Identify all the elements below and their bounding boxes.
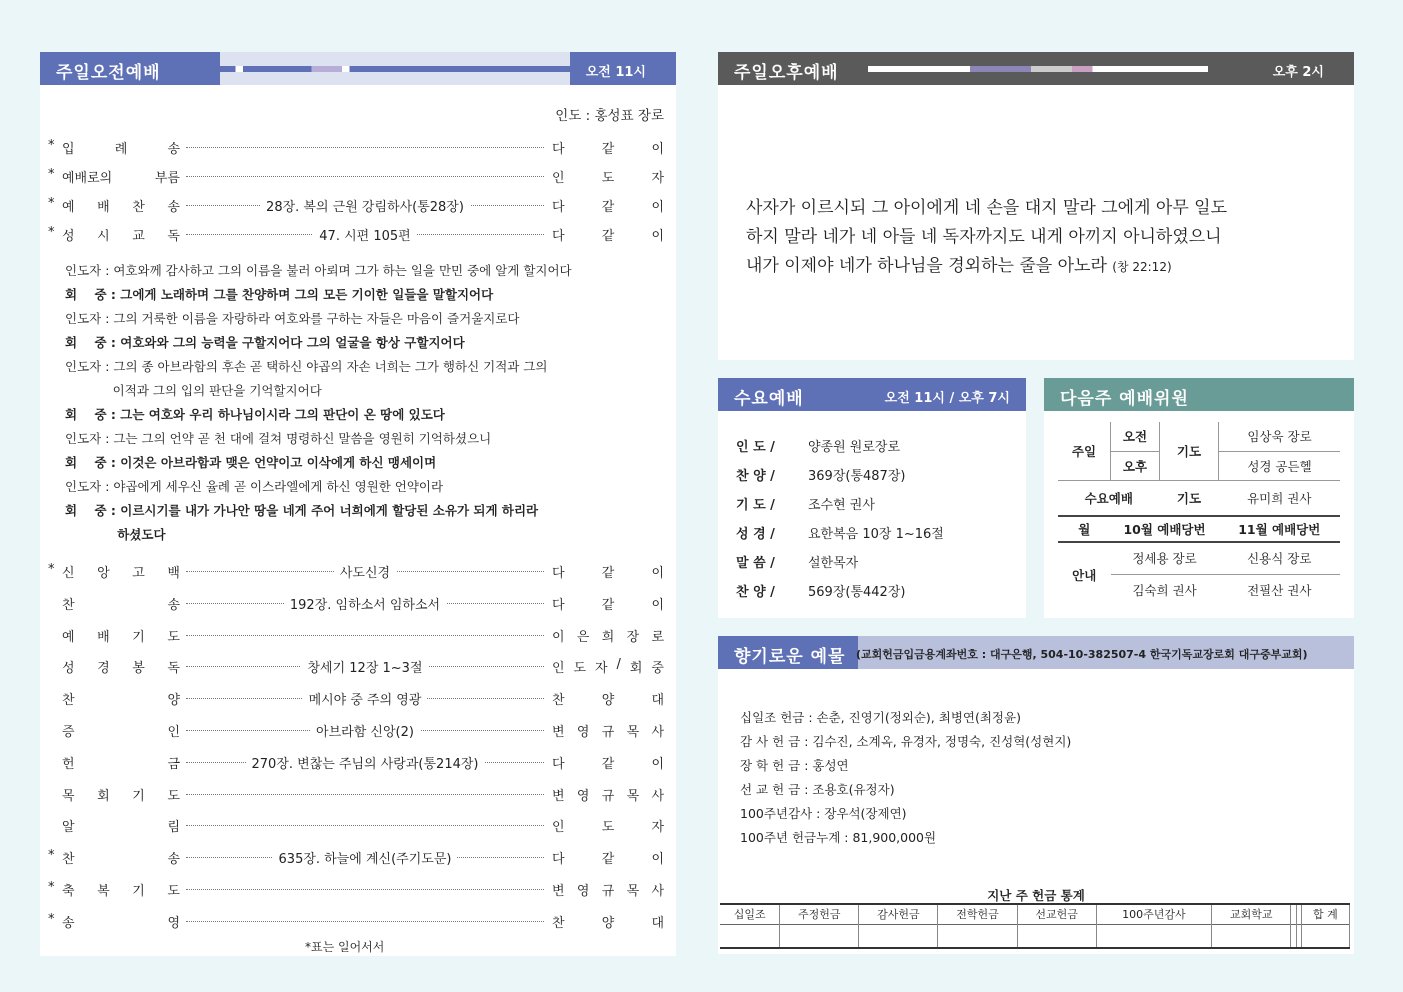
offering-line: 장 학 헌 금 : 홍성연 — [740, 758, 849, 773]
offering-list — [740, 706, 1071, 850]
stats-cell — [1017, 924, 1096, 948]
verse-line: 내가 이제야 네가 하나님을 경외하는 줄을 아노라 — [746, 256, 1107, 276]
afternoon-service-header — [718, 52, 1354, 85]
next-week-header — [1044, 378, 1354, 411]
order-item-content: 270장. 변찮는 주님의 사랑과(통214장) — [186, 753, 544, 772]
stats-column-header: 합 계 — [1301, 904, 1349, 924]
order-item-content: 28장. 복의 근원 강림하사(통28장) — [186, 196, 544, 215]
stats-title: 지난 주 헌금 통계 — [987, 888, 1085, 903]
order-item-presenter: 다 같 이 — [552, 756, 664, 772]
wednesday-service-header — [718, 378, 1026, 411]
responsive-line: 인도자 : 여호와께 감사하고 그의 이름을 불러 아뢰며 그가 하는 일을 만민 중에 알게 할지어다 — [65, 263, 572, 278]
offering-header — [718, 636, 1354, 669]
am-label: 오전 — [1111, 422, 1160, 451]
responsive-line: 하셨도다 — [65, 527, 166, 542]
order-item-content: 192장. 임하소서 임하소서 — [186, 594, 544, 613]
standing-mark: * — [48, 880, 55, 895]
stats-column-header: 주정헌금 — [780, 904, 859, 924]
morning-service-header — [40, 52, 676, 85]
verse-line: 사자가 이르시되 그 아이에게 네 손을 대지 말라 그에게 아무 일도 — [746, 198, 1228, 218]
order-item-presenter: 이 은 희 장 로 — [552, 629, 664, 645]
offering-line: 100주년 헌금누계 : 81,900,000원 — [740, 830, 937, 845]
standing-mark: * — [48, 196, 55, 211]
offering-account: (교회헌금입금용계좌번호 : 대구은행, 504-10-382507-4 한국기독교장로회 대구중부교회) — [856, 648, 1308, 661]
wednesday-row — [736, 494, 875, 513]
wednesday-row-value: 양종원 원로장로 — [808, 440, 901, 455]
sunday-label: 주일 — [1058, 422, 1111, 480]
october-usher-1: 정세용 장로 — [1111, 542, 1219, 574]
standing-mark: * — [48, 911, 55, 927]
stats-column-header: 100주년감사 — [1096, 904, 1212, 924]
order-item-name: 찬 양 — [62, 693, 180, 709]
standing-mark: * — [48, 562, 55, 577]
order-item-content: 아브라함 신앙(2) — [186, 721, 544, 740]
morning-leader: 인도 : 홍성표 장로 — [555, 108, 664, 124]
order-item — [48, 848, 664, 870]
wednesday-service-time: 오전 11시 / 오후 7시 — [884, 391, 1010, 406]
verse-line: 하지 말라 네가 네 아들 네 독자까지도 내게 아끼지 아니하였으니 — [746, 227, 1222, 247]
order-item-name: 입 례 송 — [62, 142, 180, 157]
month-label: 월 — [1058, 516, 1111, 542]
november-usher-1: 신용식 장로 — [1219, 542, 1341, 574]
wednesday-row-value: 369장(통487장) — [808, 469, 906, 484]
offering-title: 향기로운 예물 — [734, 647, 846, 667]
order-item — [48, 880, 664, 902]
order-item-presenter: 찬 양 대 — [552, 915, 664, 931]
wednesday-row-value: 설한목자 — [808, 556, 859, 571]
order-item-name: 예배로의 부름 — [62, 171, 180, 186]
wednesday-row-label: 성 경 / — [736, 527, 775, 542]
order-item-content: 47. 시편 105편 — [186, 225, 544, 244]
order-item-presenter: 변 영 규 목 사 — [552, 725, 664, 740]
order-item — [48, 657, 664, 679]
order-item-name: 예 배 기 도 — [62, 629, 180, 645]
offering-line: 100주년감사 : 장우석(장제연) — [740, 806, 907, 821]
order-item-presenter: 인 도 자 — [552, 171, 664, 186]
wednesday-row-label: 기 도 / — [736, 498, 775, 513]
dotted-leader — [186, 176, 544, 177]
next-week-table — [1058, 422, 1340, 606]
responsive-line: 인도자 : 그의 거룩한 이름을 자랑하라 여호와를 구하는 자들은 마음이 즐거울지로다 — [65, 311, 520, 326]
order-item-presenter: 인 도 자 / 회 중 — [552, 657, 664, 677]
order-item — [48, 753, 664, 775]
afternoon-verse — [746, 194, 1227, 282]
standing-mark: * — [48, 167, 55, 182]
order-item — [48, 138, 664, 160]
stats-column-header: 교회학교 — [1212, 904, 1291, 924]
stats-column-header: 선교헌금 — [1017, 904, 1096, 924]
stats-cell — [1301, 924, 1349, 948]
november-usher-2: 전필산 권사 — [1247, 583, 1312, 599]
order-item-presenter: 변 영 규 목 사 — [552, 788, 664, 804]
responsive-line: 회 중 : 그에게 노래하며 그를 찬양하며 그의 모든 기이한 일들을 말할지어다 — [65, 287, 494, 302]
order-item-name: 신 앙 고 백 — [62, 566, 180, 581]
order-item-name: 알 림 — [62, 820, 180, 836]
pm-label: 오후 — [1111, 451, 1160, 480]
wednesday-row-label: 찬 양 / — [736, 585, 775, 600]
wednesday-row — [736, 465, 905, 484]
order-item-content: 635장. 하늘에 계신(주기도문) — [186, 848, 544, 867]
november-usher-label: 11월 예배당번 — [1219, 516, 1341, 542]
wednesday-row-value: 요한복음 10장 1~16절 — [808, 527, 944, 542]
wednesday-row-value: 조수현 권사 — [808, 498, 875, 513]
offering-line: 감 사 헌 금 : 김수진, 소계옥, 유경자, 정명숙, 진성혁(성현지) — [740, 734, 1072, 749]
next-week-panel — [1044, 378, 1354, 618]
order-item-presenter: 다 같 이 — [552, 597, 664, 613]
order-item-name: 목 회 기 도 — [62, 788, 180, 804]
wednesday-prayer-name: 유미희 권사 — [1219, 480, 1341, 516]
order-item-presenter: 인 도 자 — [552, 820, 664, 836]
afternoon-service-time: 오후 2시 — [1272, 65, 1324, 80]
responsive-line: 회 중 : 여호와와 그의 능력을 구할지어다 그의 얼굴을 항상 구할지어다 — [65, 335, 465, 350]
afternoon-service-title: 주일오후예배 — [734, 63, 839, 83]
order-item — [48, 196, 664, 218]
order-item — [48, 689, 664, 711]
wednesday-row — [736, 436, 900, 455]
order-item — [48, 594, 664, 616]
offering-line: 선 교 헌 금 : 조용호(유정자) — [740, 782, 895, 797]
offering-line: 십일조 헌금 : 손춘, 진영기(정외순), 최병연(최정윤) — [740, 710, 1021, 725]
order-item-content: 창세기 12장 1~3절 — [186, 657, 544, 676]
wednesday-row-value: 569장(통442장) — [808, 585, 906, 600]
wednesday-row — [736, 581, 905, 600]
pm-prayer-name: 성경 공든헬 — [1219, 451, 1341, 480]
wednesday-prayer-label: 기도 — [1160, 480, 1219, 516]
stats-cell — [1096, 924, 1212, 948]
order-item-presenter: 다 같 이 — [552, 852, 664, 868]
order-item-name: 축 복 기 도 — [62, 884, 180, 899]
order-item-content: 메시야 중 주의 영광 — [186, 689, 544, 708]
offering-stats-table — [720, 903, 1350, 949]
order-item — [48, 721, 664, 743]
order-item-presenter: 다 같 이 — [552, 566, 664, 581]
order-item — [48, 912, 664, 934]
standing-mark: * — [48, 138, 55, 153]
order-item-presenter: 다 같 이 — [552, 229, 664, 244]
standing-mark: * — [48, 225, 55, 240]
prayer-label: 기도 — [1160, 422, 1219, 480]
dotted-leader — [186, 889, 544, 890]
order-item-name: 찬 송 — [62, 852, 180, 868]
standing-mark: * — [48, 848, 55, 864]
october-usher-2: 김숙희 권사 — [1132, 583, 1197, 599]
am-prayer-name: 임상욱 장로 — [1219, 422, 1341, 451]
wednesday-row-label: 말 씀 / — [736, 556, 775, 571]
stats-column-header: 감사헌금 — [859, 904, 938, 924]
order-item-presenter: 다 같 이 — [552, 142, 664, 157]
wednesday-row — [736, 523, 944, 542]
order-item — [48, 225, 664, 247]
usher-label: 안내 — [1072, 567, 1097, 583]
order-item — [48, 785, 664, 807]
dotted-leader — [186, 825, 544, 826]
dotted-leader — [186, 921, 544, 922]
dotted-leader — [186, 794, 544, 795]
order-item — [48, 816, 664, 838]
stats-column-header: 십일조 — [720, 904, 780, 924]
next-week-title: 다음주 예배위원 — [1060, 389, 1189, 409]
stats-cell — [1212, 924, 1291, 948]
order-item-presenter: 찬 양 대 — [552, 693, 664, 709]
verse-reference: (창 22:12) — [1112, 260, 1172, 274]
wednesday-row-label: 찬 양 / — [736, 469, 775, 484]
wednesday-service-panel — [718, 378, 1026, 618]
responsive-line: 인도자 : 그는 그의 언약 곧 천 대에 걸쳐 명령하신 말씀을 영원히 기억하셨으니 — [65, 431, 492, 446]
responsive-line: 이적과 그의 입의 판단을 기억할지어다 — [65, 383, 322, 398]
order-item-presenter: 다 같 이 — [552, 200, 664, 215]
responsive-line: 인도자 : 그의 종 아브라함의 후손 곧 택하신 야곱의 자손 너희는 그가 행하신 기적과 그의 — [65, 359, 548, 374]
stats-cell — [720, 924, 780, 948]
offering-panel — [718, 636, 1354, 954]
order-item-name: 성 경 봉 독 — [62, 661, 180, 677]
order-item-name: 예 배 찬 송 — [62, 200, 180, 215]
wednesday-service-title: 수요예배 — [734, 389, 804, 409]
order-item — [48, 167, 664, 189]
responsive-line: 회 중 : 그는 여호와 우리 하나님이시라 그의 판단이 온 땅에 있도다 — [65, 407, 445, 422]
standing-footnote: *표는 일어서서 — [305, 940, 385, 954]
morning-service-time: 오전 11시 — [585, 65, 646, 80]
order-item-name: 증 인 — [62, 725, 180, 740]
dotted-leader — [186, 147, 544, 148]
wednesday-label: 수요예배 — [1058, 480, 1160, 516]
responsive-reading — [65, 259, 646, 547]
responsive-line: 인도자 : 야곱에게 세우신 율례 곧 이스라엘에게 하신 영원한 언약이라 — [65, 479, 444, 494]
responsive-line: 회 중 : 이르시기를 내가 가나안 땅을 네게 주어 너희에게 할당된 소유가 되게 하리라 — [65, 503, 539, 518]
stats-column-header: 전학헌금 — [938, 904, 1017, 924]
order-item — [48, 562, 664, 584]
order-item-content: 사도신경 — [186, 562, 544, 581]
stats-cell — [780, 924, 859, 948]
afternoon-service-panel — [718, 52, 1354, 360]
wednesday-row — [736, 552, 858, 571]
morning-service-panel — [40, 52, 676, 956]
wednesday-row-label: 인 도 / — [736, 440, 775, 455]
order-item — [48, 626, 664, 648]
responsive-line: 회 중 : 이것은 아브라함과 맺은 언약이고 이삭에게 하신 맹세이며 — [65, 455, 437, 470]
stats-cell — [859, 924, 938, 948]
order-item-name: 찬 송 — [62, 597, 180, 613]
october-usher-label: 10월 예배당번 — [1111, 516, 1219, 542]
order-item-name: 헌 금 — [62, 756, 180, 772]
order-item-presenter: 변 영 규 목 사 — [552, 884, 664, 899]
morning-service-title: 주일오전예배 — [56, 63, 161, 83]
order-item-name: 송 영 — [62, 915, 180, 931]
dotted-leader — [186, 635, 544, 636]
stats-cell — [938, 924, 1017, 948]
order-item-name: 성 시 교 독 — [62, 229, 180, 244]
